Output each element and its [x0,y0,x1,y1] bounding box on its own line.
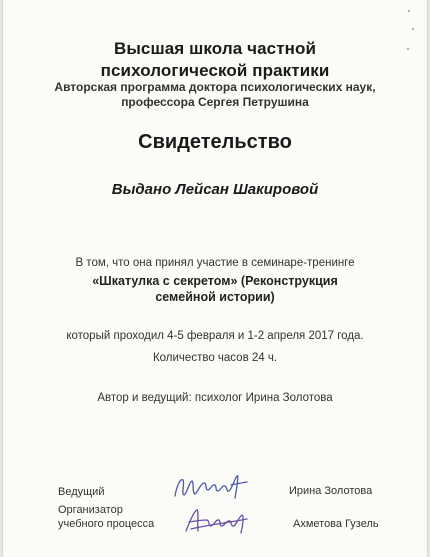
paper-speck [412,28,414,30]
organizer-signature [181,505,251,537]
paper-speck [407,48,409,50]
organizer-name: Ахметова Гузель [293,518,379,530]
organizer-label-line1: Организатор [58,504,123,516]
host-name: Ирина Золотова [289,485,373,497]
certificate-title: Свидетельство [138,131,292,153]
issued-to: Выдано Лейсан Шакировой [111,181,319,198]
program-description [3,80,427,110]
seminar-title-line2: семейной истории) [155,290,275,304]
school-name-line1: Высшая школа частной [113,39,317,58]
certificate-sheet [3,0,427,557]
paper-speck [408,10,410,12]
school-name [3,38,427,82]
school-name-line2: психологической практики [100,61,330,80]
host-signature [171,470,249,504]
organizer-label [58,503,154,531]
host-label: Ведущий [58,486,105,498]
organizer-label-line2: учебного процесса [58,518,155,530]
dates-text: который проходил 4-5 февраля и 1-2 апреля 2017 года. [66,330,364,342]
participation-text: В том, что она принял участие в семинаре-тренинге [75,257,355,269]
seminar-title-line1: «Шкатулка с секретом» (Реконструкция [92,274,338,288]
program-line2: профессора Сергея Петрушина [121,95,309,109]
hours-text: Количество часов 24 ч. [152,352,278,364]
program-line1: Авторская программа доктора психологических наук, [54,80,376,94]
author-text: Автор и ведущий: психолог Ирина Золотова [97,392,333,404]
seminar-title [3,273,427,305]
